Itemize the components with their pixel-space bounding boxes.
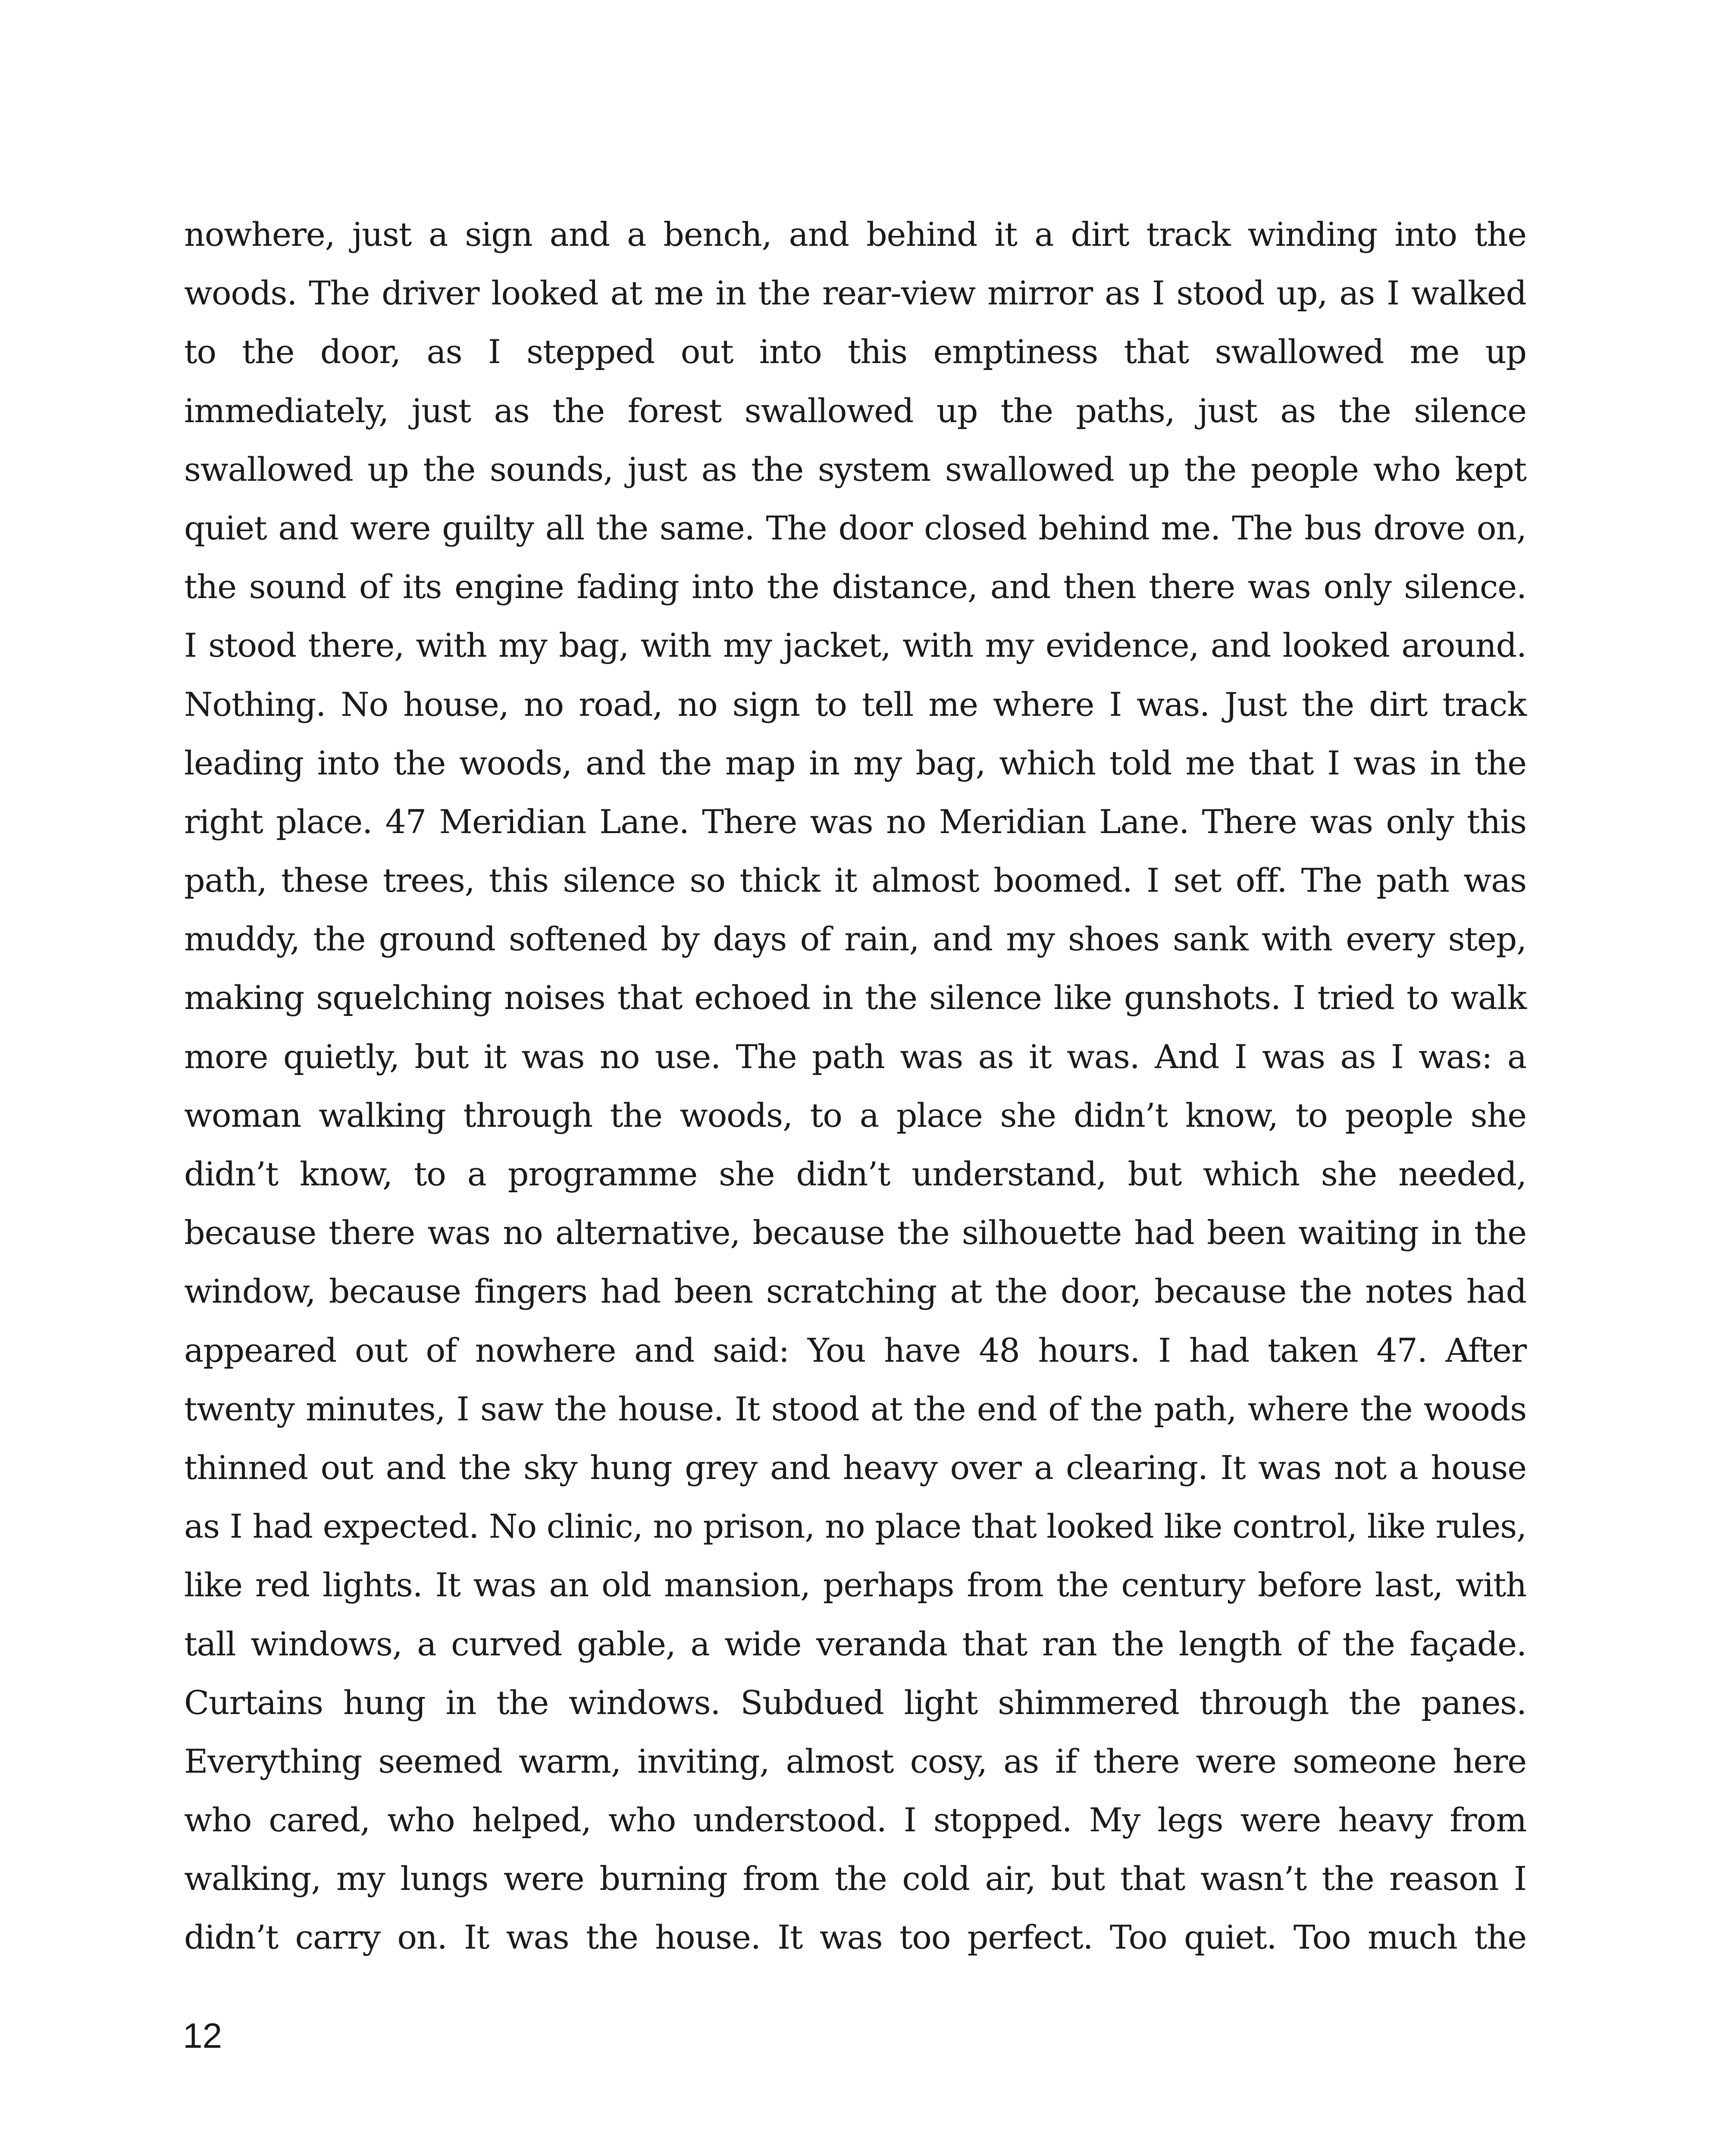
text-line: as I had expected. No clinic, no prison, no place that looked like control, like rules,	[184, 1507, 1526, 1546]
text-line: like red lights. It was an old mansion, perhaps from the century before last, with	[184, 1566, 1526, 1604]
text-line: quiet and were guilty all the same. The door closed behind me. The bus drove on,	[184, 508, 1526, 547]
text-line: path, these trees, this silence so thick it almost boomed. I set off. The path was	[184, 861, 1526, 900]
text-line: more quietly, but it was no use. The path was as it was. And I was as I was: a	[184, 1037, 1526, 1076]
text-line: I stood there, with my bag, with my jacket, with my evidence, and looked around.	[184, 626, 1526, 665]
page-number: 12	[183, 2016, 222, 2056]
text-line: thinned out and the sky hung grey and heavy over a clearing. It was not a house	[184, 1448, 1526, 1487]
text-line: Curtains hung in the windows. Subdued light shimmered through the panes.	[184, 1683, 1526, 1722]
text-line: Everything seemed warm, inviting, almost cosy, as if there were someone here	[184, 1742, 1526, 1780]
text-line: woods. The driver looked at me in the rear-view mirror as I stood up, as I walked	[184, 274, 1526, 313]
text-line: didn’t carry on. It was the house. It was too perfect. Too quiet. Too much the	[184, 1918, 1526, 1957]
text-line: woman walking through the woods, to a place she didn’t know, to people she	[184, 1096, 1526, 1134]
body-text	[184, 205, 1526, 1967]
text-line: window, because fingers had been scratching at the door, because the notes had	[184, 1272, 1526, 1311]
text-line: because there was no alternative, because the silhouette had been waiting in the	[184, 1213, 1526, 1252]
text-line: making squelching noises that echoed in the silence like gunshots. I tried to walk	[184, 978, 1526, 1017]
text-line: muddy, the ground softened by days of rain, and my shoes sank with every step,	[184, 920, 1526, 959]
text-line: right place. 47 Meridian Lane. There was no Meridian Lane. There was only this	[184, 802, 1526, 841]
text-line: Nothing. No house, no road, no sign to tell me where I was. Just the dirt track	[184, 685, 1526, 724]
text-line: the sound of its engine fading into the distance, and then there was only silence.	[184, 567, 1526, 606]
text-line: nowhere, just a sign and a bench, and behind it a dirt track winding into the	[184, 215, 1526, 254]
text-line: twenty minutes, I saw the house. It stood at the end of the path, where the woods	[184, 1389, 1526, 1428]
text-line: to the door, as I stepped out into this emptiness that swallowed me up	[184, 332, 1526, 371]
text-line: immediately, just as the forest swallowed up the paths, just as the silence	[184, 391, 1526, 430]
text-line: tall windows, a curved gable, a wide veranda that ran the length of the façade.	[184, 1624, 1526, 1663]
text-line: leading into the woods, and the map in my bag, which told me that I was in the	[184, 743, 1526, 782]
text-line: didn’t know, to a programme she didn’t understand, but which she needed,	[184, 1155, 1526, 1193]
text-line: swallowed up the sounds, just as the system swallowed up the people who kept	[184, 450, 1526, 489]
text-line: appeared out of nowhere and said: You have 48 hours. I had taken 47. After	[184, 1331, 1526, 1369]
text-line: walking, my lungs were burning from the cold air, but that wasn’t the reason I	[184, 1859, 1526, 1898]
text-line: who cared, who helped, who understood. I stopped. My legs were heavy from	[184, 1801, 1526, 1839]
